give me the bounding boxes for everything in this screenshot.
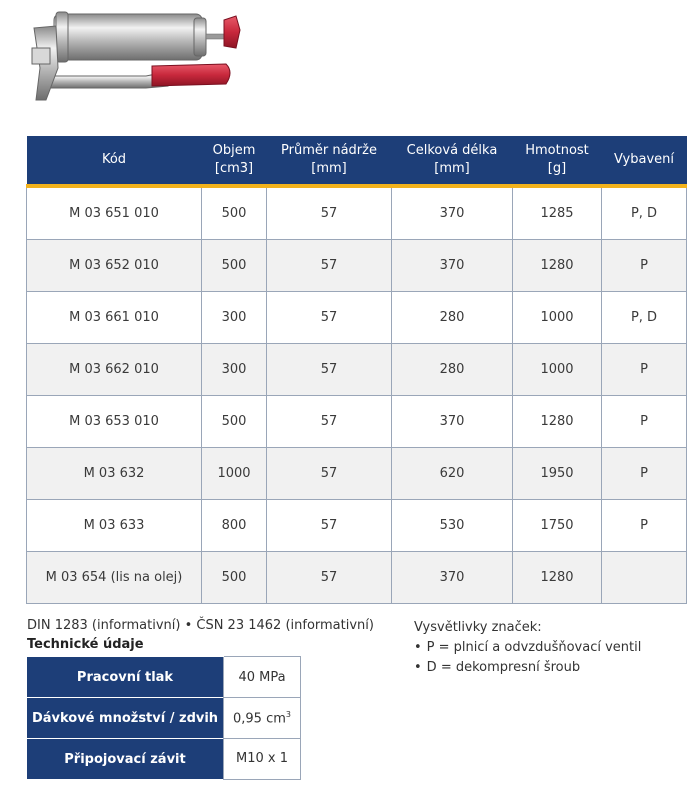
cell-code: M 03 661 010 [27, 292, 202, 344]
cell-weight: 1750 [513, 500, 602, 552]
cell-weight: 1280 [513, 552, 602, 604]
cell-code: M 03 654 (lis na olej) [27, 552, 202, 604]
cell-equipment: P [602, 396, 687, 448]
cell-diameter: 57 [267, 448, 392, 500]
grease-gun-image [26, 8, 256, 113]
tech-label: Pracovní tlak [27, 657, 224, 698]
header-equipment: Vybavení [602, 136, 687, 186]
cell-volume: 300 [202, 292, 267, 344]
cell-equipment [602, 552, 687, 604]
cell-volume: 300 [202, 344, 267, 396]
cell-equipment: P [602, 500, 687, 552]
table-row [27, 344, 687, 396]
tech-value-sup: 3 [285, 709, 291, 719]
header-weight: Hmotnost [g] [513, 136, 602, 186]
table-header-row [27, 136, 687, 186]
tech-value [224, 698, 301, 739]
cell-diameter: 57 [267, 292, 392, 344]
cell-length: 530 [392, 500, 513, 552]
cell-weight: 1000 [513, 344, 602, 396]
cell-equipment: P [602, 240, 687, 292]
cell-diameter: 57 [267, 552, 392, 604]
cell-code: M 03 632 [27, 448, 202, 500]
header-code: Kód [27, 136, 202, 186]
tech-row [27, 739, 301, 780]
legend-title: Vysvětlivky značek: [414, 620, 542, 635]
legend-item: • D = dekompresní šroub [414, 658, 641, 678]
cell-diameter: 57 [267, 500, 392, 552]
cell-volume: 800 [202, 500, 267, 552]
norms-text: DIN 1283 (informativní) • ČSN 23 1462 (informativní) [27, 618, 374, 633]
table-row [27, 292, 687, 344]
cell-weight: 1950 [513, 448, 602, 500]
cell-weight: 1280 [513, 240, 602, 292]
cell-code: M 03 652 010 [27, 240, 202, 292]
cell-code: M 03 651 010 [27, 186, 202, 240]
cell-length: 370 [392, 396, 513, 448]
cell-diameter: 57 [267, 186, 392, 240]
table-row [27, 186, 687, 240]
cell-volume: 500 [202, 552, 267, 604]
cell-volume: 500 [202, 396, 267, 448]
table-row [27, 552, 687, 604]
cell-volume: 1000 [202, 448, 267, 500]
tech-value-text: 0,95 cm [233, 711, 286, 727]
cell-length: 620 [392, 448, 513, 500]
cell-equipment: P, D [602, 292, 687, 344]
cell-length: 280 [392, 292, 513, 344]
cell-code: M 03 633 [27, 500, 202, 552]
table-row [27, 396, 687, 448]
product-table [26, 136, 687, 604]
table-row [27, 500, 687, 552]
cell-length: 280 [392, 344, 513, 396]
cell-weight: 1280 [513, 396, 602, 448]
legend-list [414, 638, 641, 678]
tech-table [27, 656, 301, 780]
cell-volume: 500 [202, 240, 267, 292]
tech-value: 40 MPa [224, 657, 301, 698]
cell-weight: 1285 [513, 186, 602, 240]
legend [414, 618, 641, 678]
cell-diameter: 57 [267, 396, 392, 448]
cell-length: 370 [392, 552, 513, 604]
table-row [27, 240, 687, 292]
cell-equipment: P [602, 448, 687, 500]
cell-diameter: 57 [267, 240, 392, 292]
cell-code: M 03 662 010 [27, 344, 202, 396]
cell-length: 370 [392, 186, 513, 240]
tech-label: Připojovací závit [27, 739, 224, 780]
cell-equipment: P [602, 344, 687, 396]
tech-value: M10 x 1 [224, 739, 301, 780]
tech-row [27, 698, 301, 739]
legend-item: • P = plnicí a odvzdušňovací ventil [414, 638, 641, 658]
cell-code: M 03 653 010 [27, 396, 202, 448]
table-row [27, 448, 687, 500]
cell-equipment: P, D [602, 186, 687, 240]
cell-diameter: 57 [267, 344, 392, 396]
header-length: Celková délka [mm] [392, 136, 513, 186]
header-volume: Objem [cm3] [202, 136, 267, 186]
tech-row [27, 657, 301, 698]
tech-label: Dávkové množství / zdvih [27, 698, 224, 739]
header-diameter: Průměr nádrže [mm] [267, 136, 392, 186]
cell-length: 370 [392, 240, 513, 292]
cell-volume: 500 [202, 186, 267, 240]
cell-weight: 1000 [513, 292, 602, 344]
tech-title: Technické údaje [27, 637, 144, 652]
